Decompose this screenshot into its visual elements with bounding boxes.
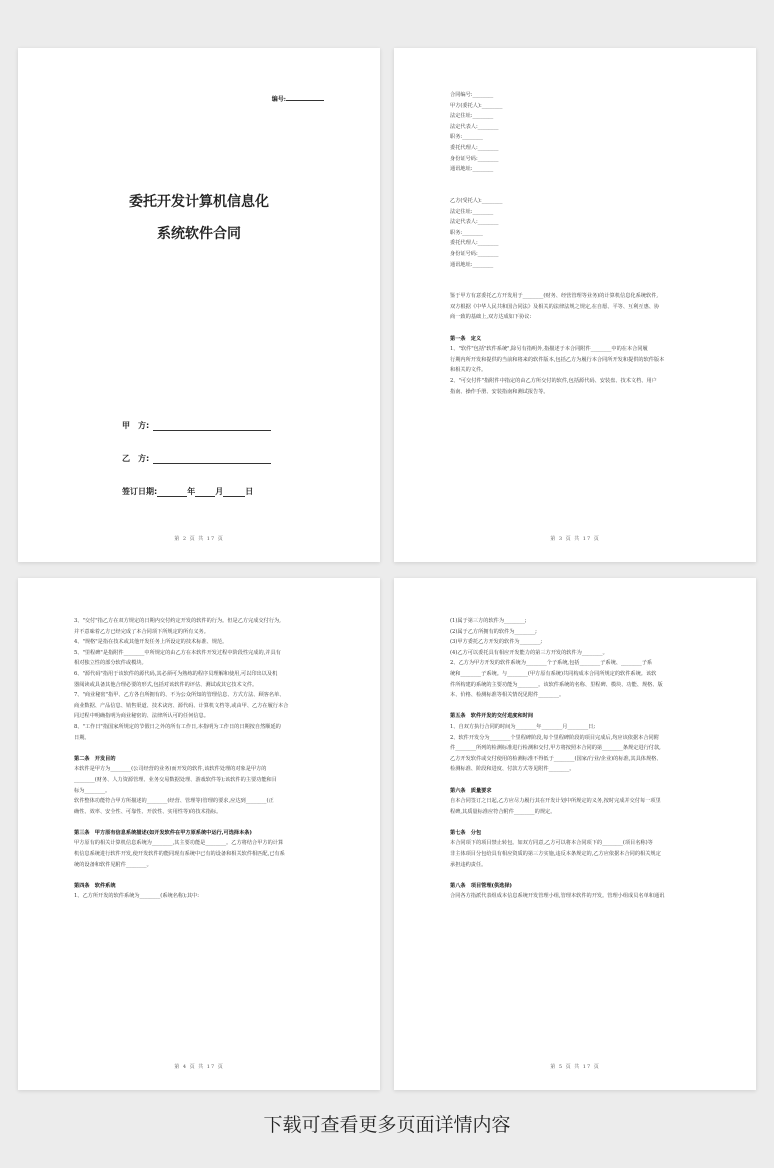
text-line: 7、"商业秘密"指甲、乙方各自所拥有的、不为公众所知的管理信息、方式方法、顾客名单、 (74, 692, 285, 699)
year-label: 年 (187, 487, 196, 496)
text-line: 同过程中明确指明为商业秘密的、法律所认可的任何信息。 (74, 713, 209, 720)
paragraph-gap (450, 701, 700, 712)
text-line: 检测标准、阶段和进度、付款方式等见附件________。 (450, 766, 575, 773)
party-a-blank (153, 430, 271, 431)
paragraph-gap (450, 175, 700, 186)
text-line: 日期。 (74, 734, 90, 741)
text-line: 8、"工作日"指国家所规定的节假日之外的所有工作日,本指明为工作日的日期按自然顺延的 (74, 723, 281, 730)
text-line: 指南、操作手册、安装指南和测试报告等。 (450, 388, 549, 395)
text-line: 2、软件开发分为________个里程碑阶段,每个里程碑阶段的项目完成后,均应该依据本合同附 (450, 734, 659, 741)
party-b-blank (153, 463, 271, 464)
text-line: 法定住址:________ (450, 113, 494, 120)
text-line: 委托代理人:________ (450, 144, 499, 151)
text-line: 法定代表人:________ (450, 123, 499, 130)
paragraph-gap (450, 775, 700, 786)
page-body (450, 90, 700, 397)
text-line: 5、"里程碑"是指附件________中所规定的由乙方在本软件开发过程中阶段性完成的,并具有 (74, 649, 281, 656)
party-a-label: 甲 方: (122, 421, 150, 430)
party-b-line (122, 453, 271, 464)
contract-page-3 (394, 48, 756, 562)
page-body (74, 616, 324, 902)
text-line: 法定住址:________ (450, 208, 494, 215)
text-line: 身份证号码:________ (450, 155, 499, 162)
page-number: 第 4 页 共 17 页 (174, 1064, 224, 1070)
text-line: 合同各方指派代表组成本信息系统开发管理小组,管理本软件的开发。管理小组成员名单和通讯 (450, 893, 665, 900)
text-line: 1、自双方执行合同的时间为________年________月________日; (450, 723, 596, 730)
text-line: 委托代理人:________ (450, 240, 499, 247)
text-line: 软件整体功能符合甲方所描述的________(经营、管理等)管理的要求,应达到________(正 (74, 798, 274, 805)
text-line: (1)属于第三方的软件为________; (450, 618, 527, 624)
text-line: 程碑,其质量标准应符合附件________的规定。 (450, 808, 556, 815)
text-line: 通讯地址:________ (450, 261, 494, 268)
text-line: 非主体项目分包给具有相应资质的第三方实施,违反本条规定的,乙方应依据本合同的相关规定 (450, 851, 661, 858)
day-label: 日 (245, 487, 254, 496)
text-line: 乙方开发软件或交付使用的检测标准不得低于________(国家/行业/企业)的标准,其具体规格、 (450, 755, 662, 762)
text-line: 本合同项下的项目禁止转包。如双方同意,乙方可以将本合同项下的________(项目名称)等 (450, 840, 653, 847)
text-line: 1、乙方所开发的软件系统为________(系统名称);其中: (74, 893, 199, 900)
text-line: 甲方原有的相关计算机信息系统为________,其主要功能是________。乙方将结合甲方的计算 (74, 840, 284, 847)
page-body (450, 616, 700, 902)
page-number: 第 5 页 共 17 页 (550, 1064, 600, 1070)
text-line: 职务:________ (450, 229, 483, 236)
section-heading: 第六条 质量要求 (450, 787, 492, 794)
contract-page-4 (18, 578, 380, 1090)
text-line: (3)甲方委托乙方开发的软件为________; (450, 639, 543, 646)
contract-page-5 (394, 578, 756, 1090)
contract-number (272, 94, 324, 103)
text-line: 鉴于甲方有意委托乙方开发用于________(财务、经营管理等业务)的计算机信息化系统软件, (450, 293, 659, 300)
text-line: 甲方(委托人):________ (450, 102, 503, 109)
day-blank (223, 489, 245, 497)
cover-title-line2: 系统软件合同 (157, 226, 241, 242)
text-line: 本、价格、检测标准等相关情况见附件________。 (450, 692, 565, 699)
text-line: 2、乙方为甲方开发的软件系统为________个子系统,包括________子系统、________子系 (450, 660, 653, 667)
text-line: 法定代表人:________ (450, 219, 499, 226)
text-line: (4)乙方可以委托具有相应开发能力的第三方开发的软件为________。 (450, 649, 608, 656)
section-heading: 第五条 软件开发的交付进度和时间 (450, 713, 534, 720)
text-line: 通讯地址:________ (450, 166, 494, 173)
text-line: 合同编号:________ (450, 92, 494, 98)
section-heading: 第八条 项目管理(供选择) (450, 882, 512, 889)
page-number: 第 2 页 共 17 页 (174, 536, 224, 542)
contract-number-label: 编号: (271, 96, 286, 103)
text-line: 机信息系统进行软件开发,使开发软件的能同现有系统中已有的设备和相关软件相匹配,已有系 (74, 851, 285, 858)
party-b-label: 乙 方: (122, 454, 150, 463)
text-line: 行期内所开发和提供的当前和将来的软件版本,包括乙方为履行本合同所开发和提供的软件版本 (450, 356, 665, 363)
text-line: 1、"软件"包括"软件系统",除另有指明外,指描述于本合同附件________中的在本合同履 (450, 346, 648, 353)
paragraph-gap (450, 817, 700, 828)
contract-number-blank (286, 100, 324, 101)
text-line: (2)属于乙方所拥有的软件为________; (450, 628, 537, 635)
cover-title (18, 186, 380, 250)
text-line: 乙方(受托人):________ (450, 197, 503, 204)
section-heading: 第三条 甲方原有信息系统描述(如开发软件在甲方原系统中运行,可选择本条) (74, 829, 252, 836)
paragraph-gap (74, 817, 324, 828)
text-line: 统的设备和软件见附件________。 (74, 861, 152, 868)
paragraph-gap (450, 185, 700, 196)
cover-page (18, 48, 380, 562)
cover-title-line1: 委托开发计算机信息化 (129, 194, 269, 210)
year-blank (157, 489, 187, 497)
sign-date-label: 签订日期: (122, 487, 158, 496)
download-more-caption[interactable]: 下载可查看更多页面详情内容 (263, 1114, 511, 1136)
text-line: 统和________子系统。与________(甲方原有系统)共同构成本合同所规定的软件系统。该软 (450, 670, 657, 677)
month-blank (195, 489, 215, 497)
text-line: 6、"源代码"指用于该软件的源代码,其必须可为熟练的程序员理解和使用,可以印出以及机 (74, 670, 278, 677)
text-line: 件所构建的系统的主要功能为________。该软件系统的名称、里程碑、模块、功能、规格、版 (450, 681, 663, 688)
section-heading: 第四条 软件系统 (74, 882, 116, 889)
text-line: 3、"交付"指乙方在双方规定的日期内交付约定开发的软件的行为。但是乙方完成交付行为, (74, 618, 281, 624)
paragraph-gap (450, 270, 700, 281)
section-heading: 第二条 开发目的 (74, 755, 116, 762)
section-heading: 第一条 定义 (450, 335, 482, 342)
text-line: 器阅读或具备其他合理必要的形式,包括对该软件的评估、测试或其它技术文件。 (74, 681, 258, 688)
text-line: ________(财务、人力资源管理、业务交易数据处理、游戏软件等);该软件的主要功能和目 (74, 776, 277, 783)
text-line: 确性、效率、安全性、可靠性、开放性、实用性等)的技术指标。 (74, 808, 222, 815)
sign-date-line (122, 486, 253, 497)
text-line: 相对独立性的部分软件或模块。 (74, 660, 147, 667)
text-line: 件________所列的检测标准进行检测和交付,甲方将按照本合同的第________条规定进行付款, (450, 745, 661, 752)
text-line: 商业数据、产品信息、销售渠道、技术诀窍、源代码、计算机文档等,或由甲、乙方在履行本合 (74, 702, 289, 709)
paragraph-gap (450, 870, 700, 881)
text-line: 自本合同签订之日起,乙方应尽力履行其在开发计划中所规定的义务,按时完成并交付每一项里 (450, 798, 661, 805)
text-line: 本软件是甲方为________(公司经营的业务)而开发的软件,该软件处理的对象是甲方的 (74, 766, 267, 773)
text-line: 并不意味着乙方已经完成了本合同项下所规定的所有义务。 (74, 628, 209, 635)
text-line: 职务:________ (450, 134, 483, 141)
page-number: 第 3 页 共 17 页 (550, 536, 600, 542)
paragraph-gap (450, 323, 700, 334)
paragraph-gap (74, 743, 324, 754)
section-heading: 第七条 分包 (450, 829, 482, 836)
text-line: 身份证号码:________ (450, 250, 499, 257)
text-line: 2、"可交付件"指附件中指定的由乙方所交付的软件,包括源代码、安装盘、技术文档、用户 (450, 378, 657, 385)
paragraph-gap (450, 281, 700, 292)
text-line: 和相关的文件。 (450, 367, 487, 374)
paragraph-gap (74, 870, 324, 881)
month-label: 月 (215, 487, 224, 496)
text-line: 商一致的基础上,双方达成如下协议: (450, 314, 532, 321)
text-line: 双方根据《中华人民共和国合同法》及相关的法律法规之规定,在自愿、平等、互利互惠、协 (450, 303, 660, 310)
party-a-line (122, 420, 271, 431)
text-line: 承担违约责任。 (450, 861, 487, 868)
text-line: 标为________。 (74, 787, 111, 794)
text-line: 4、"规格"是指在技术或其他开发任务上所设定的技术标准、规范。 (74, 639, 228, 646)
